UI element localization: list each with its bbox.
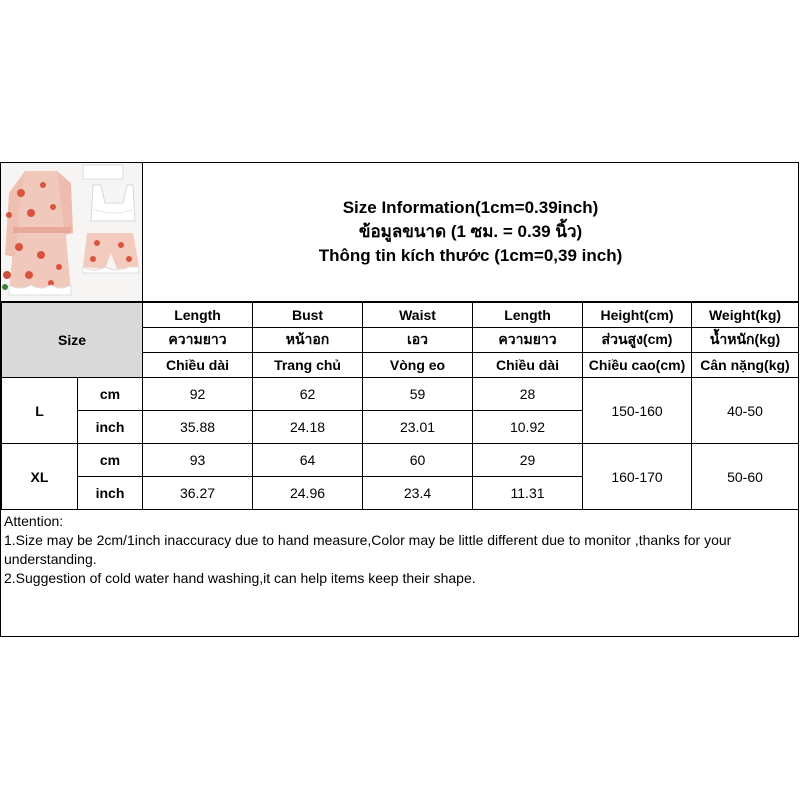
column-bust-vi: Trang chủ	[253, 353, 363, 378]
value-cell: 10.92	[473, 411, 583, 444]
column-height-vi: Chiều cao(cm)	[583, 353, 692, 378]
value-cell: 59	[363, 378, 473, 411]
value-cell: 24.96	[253, 477, 363, 510]
value-cell: 23.4	[363, 477, 473, 510]
header-row-english	[2, 303, 799, 328]
column-length-th: ความยาว	[143, 328, 253, 353]
attention-notes	[1, 510, 798, 636]
attention-title: Attention:	[4, 513, 64, 529]
column-length-en: Length	[143, 303, 253, 328]
header-vietnamese: Thông tin kích thước (1cm=0,39 inch)	[318, 246, 623, 265]
column-weight-en: Weight(kg)	[692, 303, 799, 328]
value-cell: 60	[363, 444, 473, 477]
column-waist-th: เอว	[363, 328, 473, 353]
height-range-xl: 160-170	[583, 444, 692, 510]
unit-label-cm: cm	[78, 444, 143, 477]
size-column-label: Size	[2, 303, 143, 378]
value-cell: 29	[473, 444, 583, 477]
size-chart	[0, 162, 799, 637]
column-weight-th: น้ำหนัก(kg)	[692, 328, 799, 353]
size-xl-label: XL	[2, 444, 78, 510]
column-height-en: Height(cm)	[583, 303, 692, 328]
column-length-vi: Chiều dài	[143, 353, 253, 378]
size-l-label: L	[2, 378, 78, 444]
column-height-th: ส่วนสูง(cm)	[583, 328, 692, 353]
value-cell: 11.31	[473, 477, 583, 510]
value-cell: 35.88	[143, 411, 253, 444]
column-length2-th: ความยาว	[473, 328, 583, 353]
weight-range-l: 40-50	[692, 378, 799, 444]
attention-note-1: 1.Size may be 2cm/1inch inaccuracy due to hand measure,Color may be little different due to monitor ,thanks for your understanding.	[4, 532, 732, 567]
value-cell: 28	[473, 378, 583, 411]
header-english: Size Information(1cm=0.39inch)	[342, 198, 599, 217]
column-bust-th: หน้าอก	[253, 328, 363, 353]
column-length2-vi: Chiều dài	[473, 353, 583, 378]
value-cell: 24.18	[253, 411, 363, 444]
value-cell: 93	[143, 444, 253, 477]
attention-note-2: 2.Suggestion of cold water hand washing,it can help items keep their shape.	[4, 570, 476, 586]
unit-label-cm: cm	[78, 378, 143, 411]
height-range-l: 150-160	[583, 378, 692, 444]
product-photo	[1, 163, 143, 302]
column-length2-en: Length	[473, 303, 583, 328]
header-thai: ข้อมูลขนาด (1 ซม. = 0.39 นิ้ว)	[358, 222, 583, 241]
weight-range-xl: 50-60	[692, 444, 799, 510]
size-table	[1, 302, 799, 510]
unit-label-inch: inch	[78, 411, 143, 444]
size-information-header	[143, 163, 798, 302]
value-cell: 36.27	[143, 477, 253, 510]
column-bust-en: Bust	[253, 303, 363, 328]
column-weight-vi: Cân nặng(kg)	[692, 353, 799, 378]
value-cell: 23.01	[363, 411, 473, 444]
value-cell: 62	[253, 378, 363, 411]
column-waist-en: Waist	[363, 303, 473, 328]
pajama-set-illustration	[1, 163, 142, 301]
table-row	[2, 378, 799, 411]
value-cell: 92	[143, 378, 253, 411]
unit-label-inch: inch	[78, 477, 143, 510]
table-row	[2, 444, 799, 477]
column-waist-vi: Vòng eo	[363, 353, 473, 378]
value-cell: 64	[253, 444, 363, 477]
